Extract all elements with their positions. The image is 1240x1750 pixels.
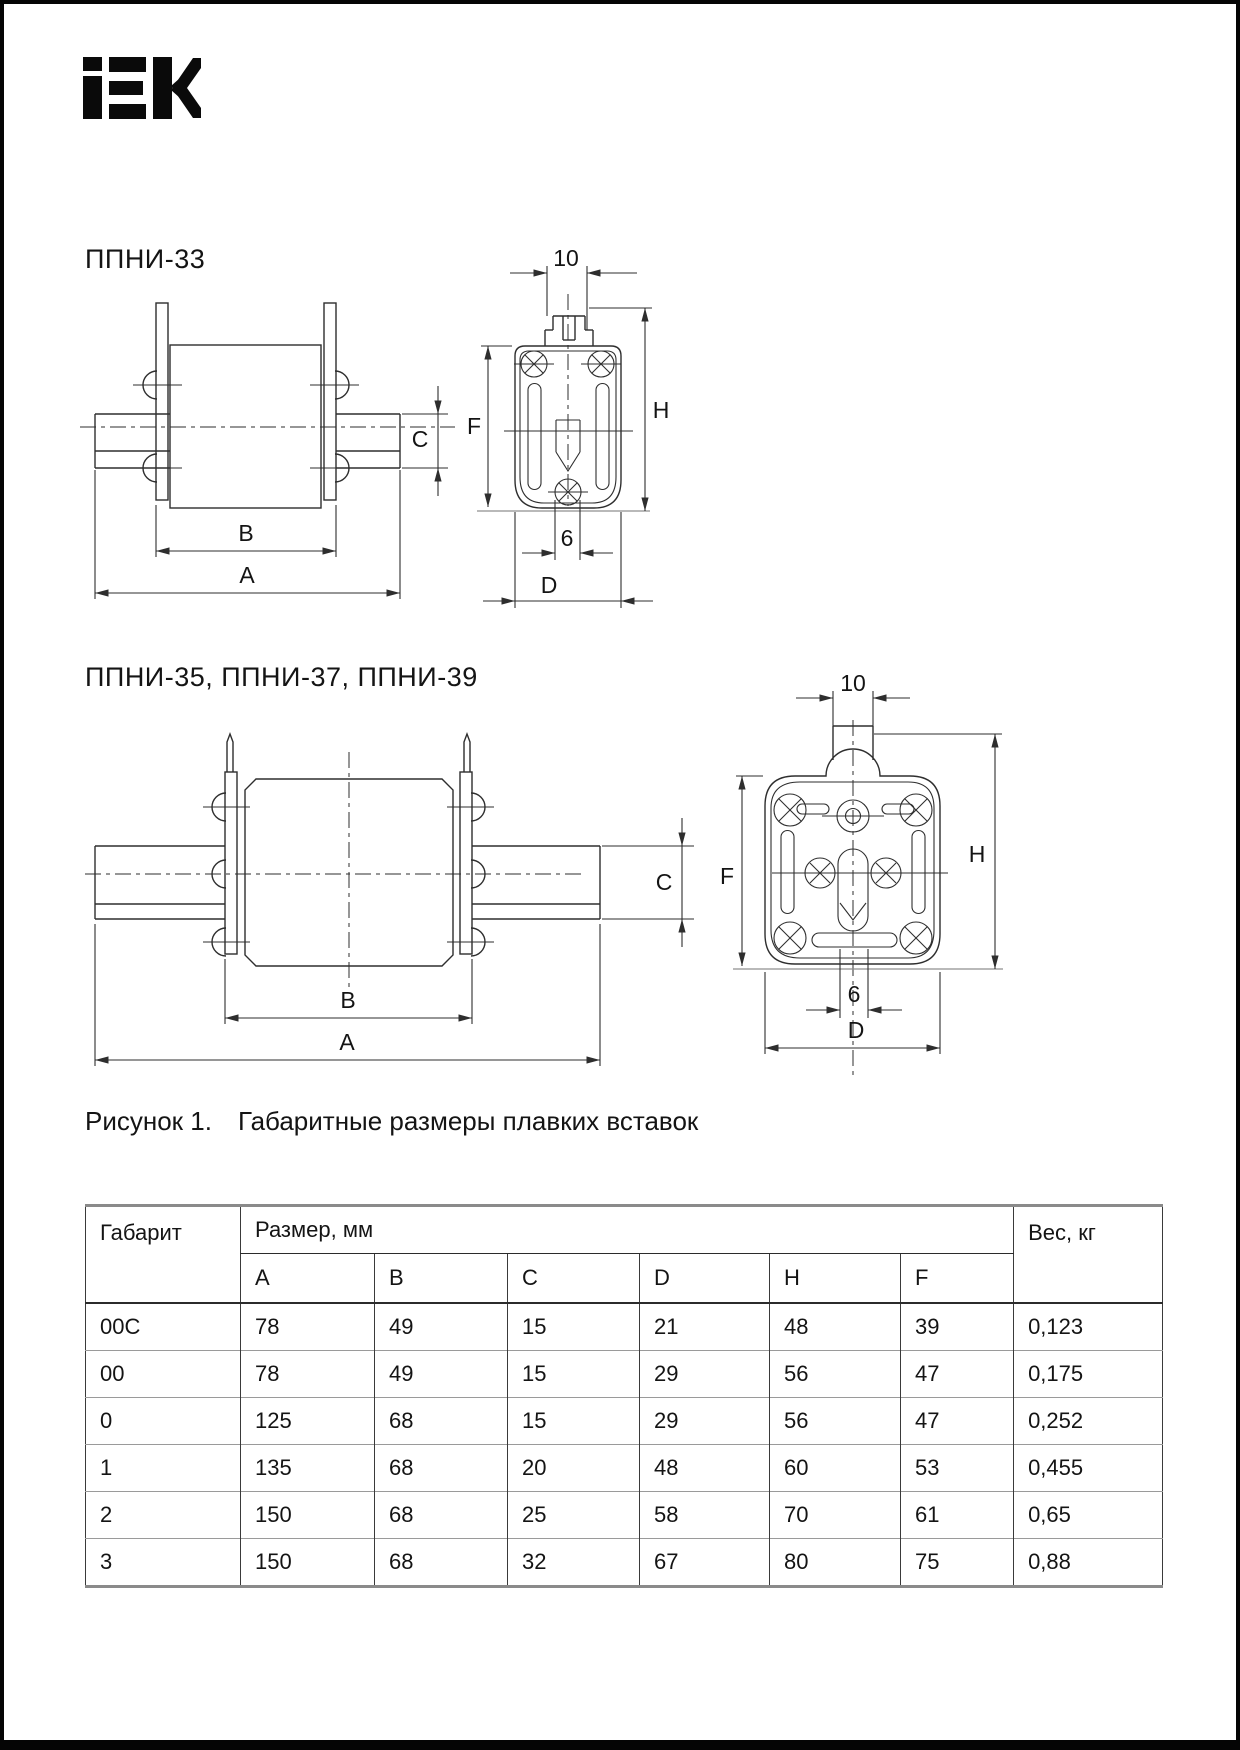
table-header-row-1 [86, 1206, 1163, 1254]
dimensions-table-wrap [85, 1204, 1163, 1588]
figure-caption-text: Габаритные размеры плавких вставок [237, 1106, 699, 1136]
cell-a: 150 [241, 1539, 375, 1587]
cell-c: 20 [508, 1445, 640, 1492]
table-row [86, 1492, 1163, 1539]
cell-a: 78 [241, 1303, 375, 1351]
table-row [86, 1303, 1163, 1351]
dim-label-d1: D [540, 572, 558, 598]
cell-a: 150 [241, 1492, 375, 1539]
dimensions-table [85, 1204, 1163, 1588]
dim-label-b1: B [238, 520, 254, 546]
cell-gabarit: 00C [100, 1314, 141, 1339]
dim-label-10-2: 10 [840, 670, 866, 696]
cell-gabarit: 3 [100, 1549, 113, 1574]
col-header-a: A [241, 1254, 375, 1304]
cell-f: 39 [901, 1303, 1014, 1351]
cell-f: 47 [901, 1398, 1014, 1445]
cell-d: 29 [640, 1351, 770, 1398]
dim-label-h1: H [652, 397, 670, 423]
col-header-weight: Вес, кг [1014, 1206, 1163, 1304]
cell-b: 68 [375, 1398, 508, 1445]
table-row [86, 1539, 1163, 1587]
ppni35-side-dims [95, 818, 694, 1066]
ppni33-side-dims [95, 386, 448, 599]
cell-a: 135 [241, 1445, 375, 1492]
cell-c: 15 [508, 1303, 640, 1351]
iek-logo-glyphs [83, 57, 201, 119]
cell-c: 32 [508, 1539, 640, 1587]
cell-d: 21 [640, 1303, 770, 1351]
cell-weight: 0,123 [1014, 1303, 1163, 1351]
col-header-d: D [640, 1254, 770, 1304]
ppni35-front-view [733, 720, 1003, 1079]
ppni33-side-view [80, 303, 455, 508]
cell-d: 29 [640, 1398, 770, 1445]
cell-h: 60 [770, 1445, 901, 1492]
dim-label-c2: C [655, 869, 673, 895]
cell-h: 56 [770, 1351, 901, 1398]
table-row [86, 1351, 1163, 1398]
cell-h: 70 [770, 1492, 901, 1539]
dim-label-10-1: 10 [553, 245, 579, 271]
col-header-b: B [375, 1254, 508, 1304]
cell-b: 68 [375, 1445, 508, 1492]
ppni35-front-dims [720, 670, 1002, 1054]
drawing-ppni-33 [70, 230, 680, 625]
cell-h: 48 [770, 1303, 901, 1351]
dim-label-f1: F [466, 413, 482, 439]
cell-c: 15 [508, 1398, 640, 1445]
dim-label-a1: A [239, 562, 255, 588]
cell-gabarit: 0 [100, 1408, 113, 1433]
dim-label-6-1: 6 [560, 525, 574, 551]
ppni35-side-view [85, 734, 600, 992]
cell-h: 80 [770, 1539, 901, 1587]
ppni33-front-view [477, 294, 650, 511]
cell-d: 48 [640, 1445, 770, 1492]
drawing2-title: ППНИ-35, ППНИ-37, ППНИ-39 [85, 662, 478, 692]
cell-f: 47 [901, 1351, 1014, 1398]
cell-b: 49 [375, 1303, 508, 1351]
col-header-c: C [508, 1254, 640, 1304]
cell-h: 56 [770, 1398, 901, 1445]
dim-label-h2: H [968, 841, 986, 867]
cell-f: 53 [901, 1445, 1014, 1492]
figure-caption-label: Рисунок 1. [85, 1106, 212, 1136]
drawing1-title: ППНИ-33 [85, 244, 206, 274]
cell-f: 75 [901, 1539, 1014, 1587]
cell-b: 49 [375, 1351, 508, 1398]
cell-gabarit: 00 [100, 1361, 125, 1386]
drawing-ppni-35-37-39 [70, 644, 1030, 1079]
table-row [86, 1445, 1163, 1492]
cell-f: 61 [901, 1492, 1014, 1539]
dim-label-b2: B [340, 987, 356, 1013]
table-row [86, 1398, 1163, 1445]
figure-caption [85, 1106, 698, 1137]
dim-label-d2: D [847, 1017, 865, 1043]
cell-a: 78 [241, 1351, 375, 1398]
col-header-size: Размер, мм [241, 1206, 1014, 1254]
dim-label-f2: F [719, 863, 735, 889]
dim-label-c1: C [411, 426, 429, 452]
cell-weight: 0,252 [1014, 1398, 1163, 1445]
iek-logo [83, 57, 201, 119]
cell-weight: 0,65 [1014, 1492, 1163, 1539]
cell-c: 15 [508, 1351, 640, 1398]
cell-d: 58 [640, 1492, 770, 1539]
cell-a: 125 [241, 1398, 375, 1445]
col-header-f: F [901, 1254, 1014, 1304]
cell-d: 67 [640, 1539, 770, 1587]
cell-c: 25 [508, 1492, 640, 1539]
dim-label-6-2: 6 [847, 981, 861, 1007]
cell-b: 68 [375, 1492, 508, 1539]
cell-weight: 0,88 [1014, 1539, 1163, 1587]
col-header-h: H [770, 1254, 901, 1304]
cell-weight: 0,455 [1014, 1445, 1163, 1492]
cell-gabarit: 2 [100, 1502, 113, 1527]
cell-gabarit: 1 [100, 1455, 113, 1480]
cell-b: 68 [375, 1539, 508, 1587]
dim-label-a2: A [339, 1029, 355, 1055]
col-header-gabarit: Габарит [86, 1206, 241, 1304]
table-header-row-2 [86, 1254, 1163, 1304]
cell-weight: 0,175 [1014, 1351, 1163, 1398]
